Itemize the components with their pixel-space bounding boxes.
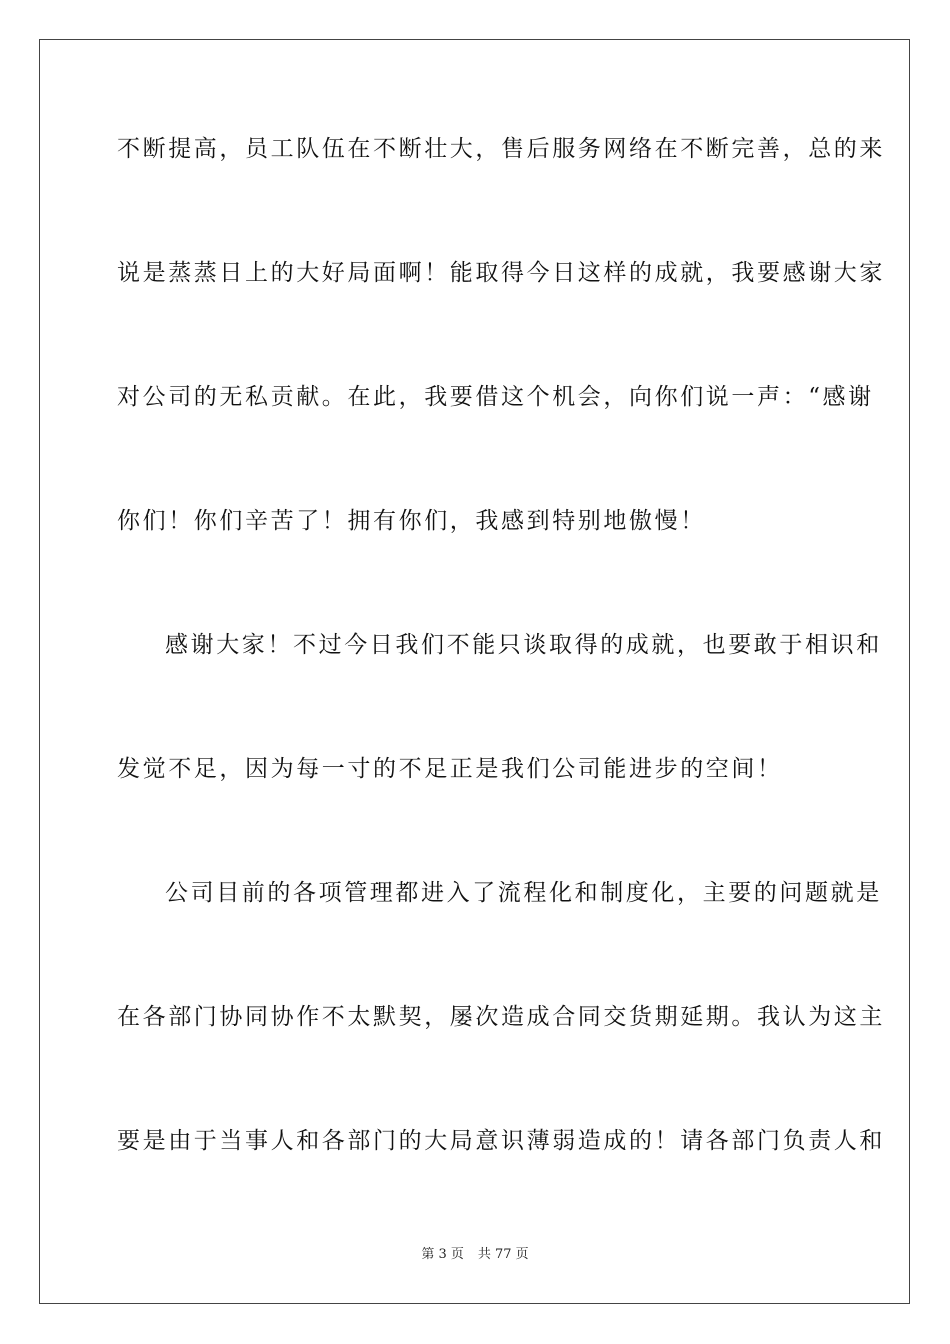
body-line-8: 在各部门协同协作不太默契，屡次造成合同交货期延期。我认为这主 bbox=[117, 1004, 885, 1030]
body-line-4: 你们！你们辛苦了！拥有你们，我感到特别地傲慢！ bbox=[117, 508, 706, 534]
body-line-6: 发觉不足，因为每一寸的不足正是我们公司能进步的空间！ bbox=[117, 756, 783, 782]
body-line-1: 不断提高，员工队伍在不断壮大，售后服务网络在不断完善，总的来 bbox=[117, 136, 885, 162]
body-line-3: 对公司的无私贡献。在此，我要借这个机会，向你们说一声：“感谢 bbox=[117, 384, 874, 410]
body-line-2: 说是蒸蒸日上的大好局面啊！能取得今日这样的成就，我要感谢大家 bbox=[117, 260, 885, 286]
page-number: 第 3 页 bbox=[421, 1247, 464, 1262]
body-line-7: 公司目前的各项管理都进入了流程化和制度化，主要的问题就是 bbox=[165, 880, 882, 906]
page-footer bbox=[0, 1246, 950, 1264]
body-line-9: 要是由于当事人和各部门的大局意识薄弱造成的！请各部门负责人和 bbox=[117, 1128, 885, 1154]
page-total: 共 77 页 bbox=[477, 1247, 529, 1262]
body-line-5: 感谢大家！不过今日我们不能只谈取得的成就，也要敢于相识和 bbox=[165, 632, 882, 658]
page-frame bbox=[39, 39, 910, 1304]
